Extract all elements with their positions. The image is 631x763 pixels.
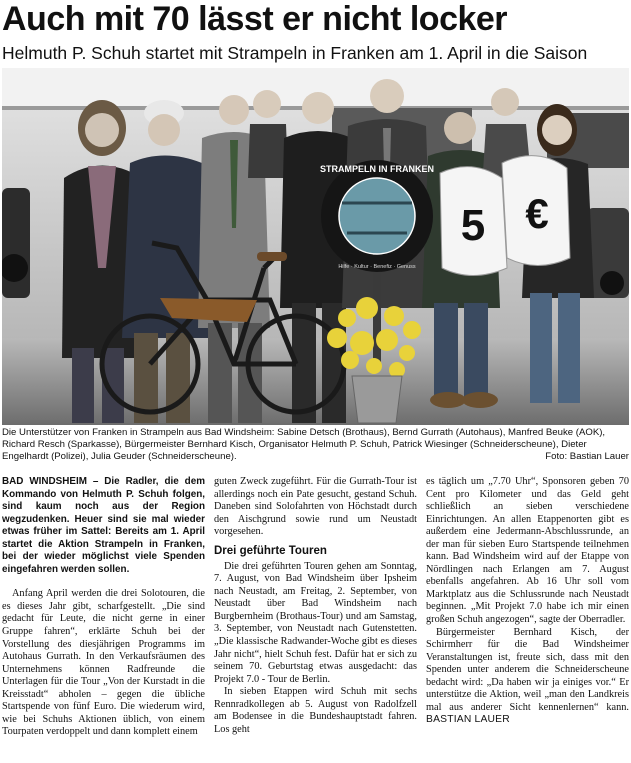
closing-paragraph-text: Bürgermeister Bernhard Kisch, der Schirmherr für die Bad Windsheimer Veranstaltungen ist, freute sich, dass mit den Spenden unter anderem die Schneiderscheune bedacht wird: „Da haben wir ja einiges vor.“ Er unterstütze die Aktion, weil „man den Landkreis mal aus anderer Sicht kennenlernen“ kann.	[426, 626, 629, 713]
caption-text: Die Unterstützer von Franken in Strampeln aus Bad Windsheim: Sabine Detsch (Brothaus), Bernd Gurrath (Autohaus), Manfred Beuke (AOK), Richard Resch (Sparkasse), Bürgermeister Bernhard Kisch, Organisator Helmuth P. Schuh, Patrick Wiesinger (Schneiderscheune), Dieter Engelhardt (Polizei), Julia Geuder (Schneiderscheune).	[2, 427, 606, 462]
column-1	[2, 476, 205, 763]
sign-tagline: Hilfe · Kultur · Benefiz · Genuss	[338, 264, 416, 270]
section-heading: Drei geführte Touren	[214, 544, 327, 557]
lead-text: – Die Radler, die dem Kommando von Helmuth P. Schuh folgen, sind kaum noch aus der Region wegzudenken. Heuer sind sie mal wieder etwas früher im Sattel: Bereits am 1. April startet die Aktion Strampeln in Franken, bei der wieder möglichst viele Spenden eingefahren werden sollen.	[2, 476, 205, 575]
body-paragraph: es täglich um „7.70 Uhr“, Sponsoren geben 70 Cent pro Kilometer und das Geld geht schließlich an sieben verschiedene Einrichtungen. An allen Etappenorten gibt es außerdem eine Jedermann-Abschlussrunde, an der man für sieben Euro Startspende teilnehmen kann. Bad Windsheim wird auf der Etappe von Nördlingen nach Erlangen am 7. August ebenfalls angefahren. Ab 16 Uhr soll vom Marktplatz aus die Schlussrunde nach Neustadt beginnen. „Mit Projekt 7.0 habe ich mir einen großen Schuh angezogen“, sagte der Oberradler.	[426, 476, 629, 626]
dateline: BAD WINDSHEIM	[2, 476, 87, 487]
photo-caption	[2, 427, 629, 462]
article-body	[2, 476, 629, 763]
lead-paragraph	[2, 476, 205, 576]
column-3	[426, 476, 629, 763]
body-paragraph: Die drei geführten Touren gehen am Sonntag, 7. August, von Bad Windsheim über Ipsheim nach Neustadt, am Freitag, 2. September, von Neustadt über Bad Windsheim nach Burgbernheim (Brothaus-Tour) und am Samstag, 3. September, von Neustadt nach Gutenstetten. „Die klassische Radwander-Woche gibt es dieses Jahr nicht“, hielt Schuh fest. Dafür hat er sich zu seinem 70. Geburtstag etwas ausgedacht: das Projekt 7.0 - Tour de Berlin.	[214, 560, 417, 685]
author-byline: BASTIAN LAUER	[426, 714, 510, 726]
photo-credit: Foto: Bastian Lauer	[545, 450, 629, 462]
body-paragraph: Anfang April werden die drei Solotouren, die es dieses Jahr gibt, scharfgestellt. „Die sind gedacht für Leute, die nicht gerne in einer Gruppe fahren“, erklärte Schuh bei der Vorstellung des diesjährigen Programms im Autohaus Gurrath. In den Verkaufsräumen des Unternehmens können Radfreunde die Unterlagen für die Tour „Von der Kurstadt in die Kreisstadt“ abholen – gegen die übliche Startspende von fünf Euro. Die wiederum wird, wie bei Schuhs Aktionen üblich, von einem Tourpaten verdoppelt und dann komplett einem	[2, 588, 205, 738]
column-2	[214, 476, 417, 763]
subheadline: Helmuth P. Schuh startet mit Strampeln in Franken am 1. April in die Saison	[2, 43, 588, 63]
photo-illustration	[2, 68, 629, 425]
five-card	[440, 167, 507, 276]
body-paragraph: guten Zweck zugeführt. Für die Gurrath-Tour ist allerdings noch ein Pate gesucht, gestand Schuh. Daneben sind Solofahrten von Höchstadt durch den Aischgrund sowie rund um Neustadt vorgesehen.	[214, 476, 417, 538]
body-paragraph	[426, 627, 629, 727]
card-euro-text: €	[525, 190, 549, 237]
body-paragraph: In sieben Etappen wird Schuh mit sechs Rennradkollegen ab 5. August von Radolfzell am Bodensee in die Bundeshauptstadt fahren. Los geht	[214, 686, 417, 735]
article-photo	[2, 68, 629, 425]
card-five-text: 5	[460, 201, 486, 250]
headline: Auch mit 70 lässt er nicht locker	[2, 0, 508, 38]
euro-card	[502, 156, 570, 266]
sign-title: STRAMPELN IN FRANKEN	[320, 164, 434, 174]
